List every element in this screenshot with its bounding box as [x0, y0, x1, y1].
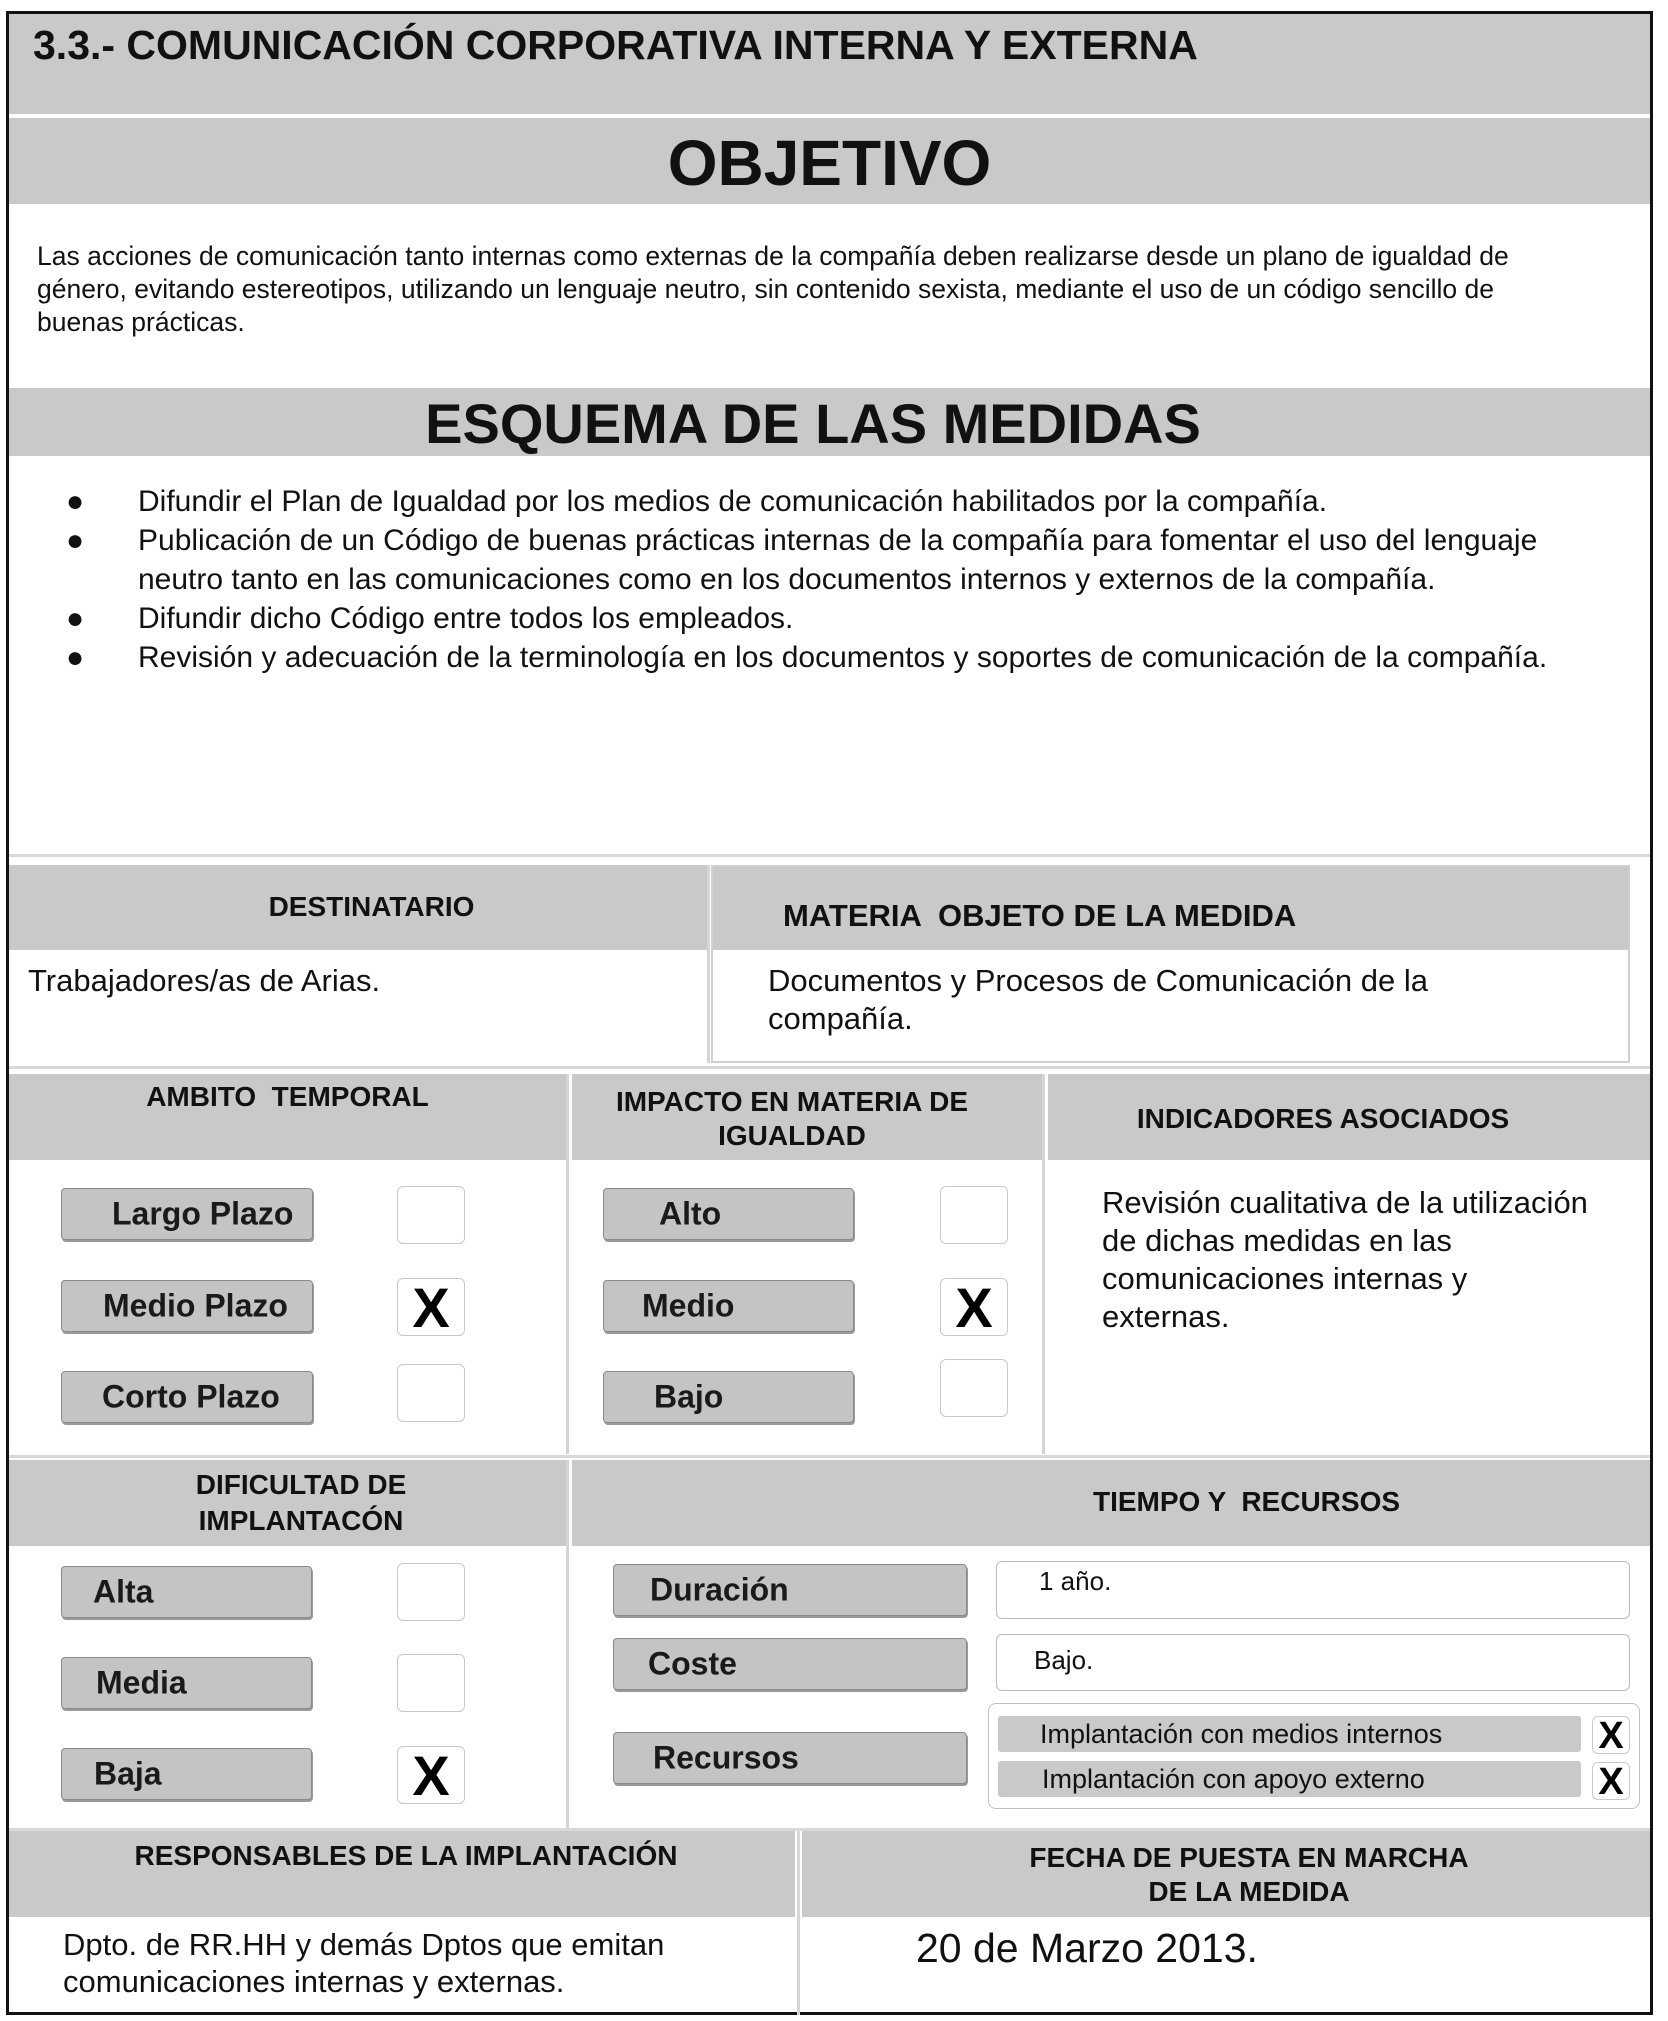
recursos-option-internos: Implantación con medios internos	[998, 1716, 1581, 1752]
option-baja: Baja	[61, 1748, 312, 1800]
checkbox-bajo[interactable]	[940, 1359, 1008, 1417]
divider	[707, 865, 710, 1063]
dificultad-heading-line1: DIFICULTAD DE	[195, 1469, 407, 1500]
materia-text: Documentos y Procesos de Comunicación de la compañía.	[768, 963, 1428, 1036]
list-item: ● Difundir el Plan de Igualdad por los medios de comunicación habilitados por la compañía.	[66, 485, 1328, 518]
checkbox-recursos-externo[interactable]: X	[1592, 1762, 1630, 1800]
esquema-list	[60, 482, 1600, 677]
indicadores-heading: INDICADORES ASOCIADOS	[1136, 1103, 1510, 1134]
objetivo-text: Las acciones de comunicación tanto internas como externas de la compañía deben realizarse desde un plano de igualdad de género, evitando estereotipos, utilizando un lenguaje neutro, sin contenido sexista, mediante el uso de un código sencillo de buenas prácticas.	[37, 241, 1509, 337]
divider	[1042, 1074, 1045, 1454]
dificultad-heading	[9, 1467, 593, 1539]
duracion-value: 1 año.	[1039, 1566, 1112, 1596]
destinatario-heading: DESTINATARIO	[268, 891, 475, 922]
checkbox-medio-plazo[interactable]: X	[397, 1278, 465, 1336]
recursos-option-externo: Implantación con apoyo externo	[998, 1761, 1581, 1797]
fecha-value: 20 de Marzo 2013.	[916, 1925, 1258, 1971]
ambito-heading: AMBITO TEMPORAL	[146, 1081, 429, 1112]
indicadores-text: Revisión cualitativa de la utilización de dichas medidas en las comunicaciones internas y externas.	[1102, 1185, 1588, 1334]
list-item: ● Publicación de un Código de buenas prácticas internas de la compañía para fomentar el uso del lenguaje neutro tanto en las comunicaciones como en los documentos internos y externos de la compañía.	[66, 524, 1538, 596]
duracion-field	[996, 1561, 1630, 1619]
impacto-heading-line1: IMPACTO EN MATERIA DE	[615, 1086, 969, 1117]
objetivo-heading: OBJETIVO	[667, 127, 992, 199]
fecha-heading	[802, 1841, 1668, 1909]
option-medio: Medio	[603, 1280, 854, 1332]
divider	[797, 1831, 800, 2015]
checkbox-largo-plazo[interactable]	[397, 1186, 465, 1244]
section-title: 3.3.- COMUNICACIÓN CORPORATIVA INTERNA Y EXTERNA	[33, 22, 1198, 68]
checkbox-recursos-internos[interactable]: X	[1592, 1716, 1630, 1754]
option-bajo: Bajo	[603, 1371, 854, 1423]
list-item: ● Revisión y adecuación de la terminología en los documentos y soportes de comunicación de la compañía.	[66, 641, 1548, 674]
impacto-heading	[572, 1085, 1012, 1153]
destinatario-text: Trabajadores/as de Arias.	[28, 963, 381, 998]
responsables-heading: RESPONSABLES DE LA IMPLANTACIÓN	[134, 1840, 678, 1871]
divider	[9, 1455, 1650, 1458]
divider	[566, 1460, 569, 1828]
divider	[566, 1074, 569, 1454]
option-largo-plazo: Largo Plazo	[61, 1188, 313, 1240]
option-alto: Alto	[603, 1188, 854, 1240]
fecha-heading-line1: FECHA DE PUESTA EN MARCHA	[1029, 1842, 1469, 1873]
option-alta: Alta	[61, 1566, 312, 1618]
checkbox-alta[interactable]	[397, 1563, 465, 1621]
materia-heading: MATERIA OBJETO DE LA MEDIDA	[783, 898, 1297, 933]
impacto-heading-line2: IGUALDAD	[718, 1120, 866, 1151]
duracion-label: Duración	[613, 1564, 967, 1616]
checkbox-media[interactable]	[397, 1654, 465, 1712]
recursos-label: Recursos	[613, 1732, 967, 1784]
option-medio-plazo: Medio Plazo	[61, 1280, 313, 1332]
dificultad-heading-line2: IMPLANTACÓN	[198, 1505, 404, 1536]
checkbox-medio[interactable]: X	[940, 1278, 1008, 1336]
responsables-text: Dpto. de RR.HH y demás Dptos que emitan comunicaciones internas y externas.	[63, 1927, 665, 1999]
divider	[9, 1066, 1650, 1069]
coste-value: Bajo.	[1034, 1645, 1094, 1675]
coste-field	[996, 1634, 1630, 1691]
checkbox-corto-plazo[interactable]	[397, 1364, 465, 1422]
esquema-heading: ESQUEMA DE LAS MEDIDAS	[425, 392, 1201, 455]
divider	[9, 854, 1650, 857]
option-media: Media	[61, 1657, 312, 1709]
list-item: ● Difundir dicho Código entre todos los empleados.	[66, 602, 794, 635]
option-corto-plazo: Corto Plazo	[61, 1371, 313, 1423]
coste-label: Coste	[613, 1638, 967, 1690]
tiempo-heading: TIEMPO Y RECURSOS	[1093, 1486, 1401, 1517]
fecha-heading-line2: DE LA MEDIDA	[1148, 1876, 1350, 1907]
checkbox-baja[interactable]: X	[397, 1746, 465, 1804]
checkbox-alto[interactable]	[940, 1186, 1008, 1244]
